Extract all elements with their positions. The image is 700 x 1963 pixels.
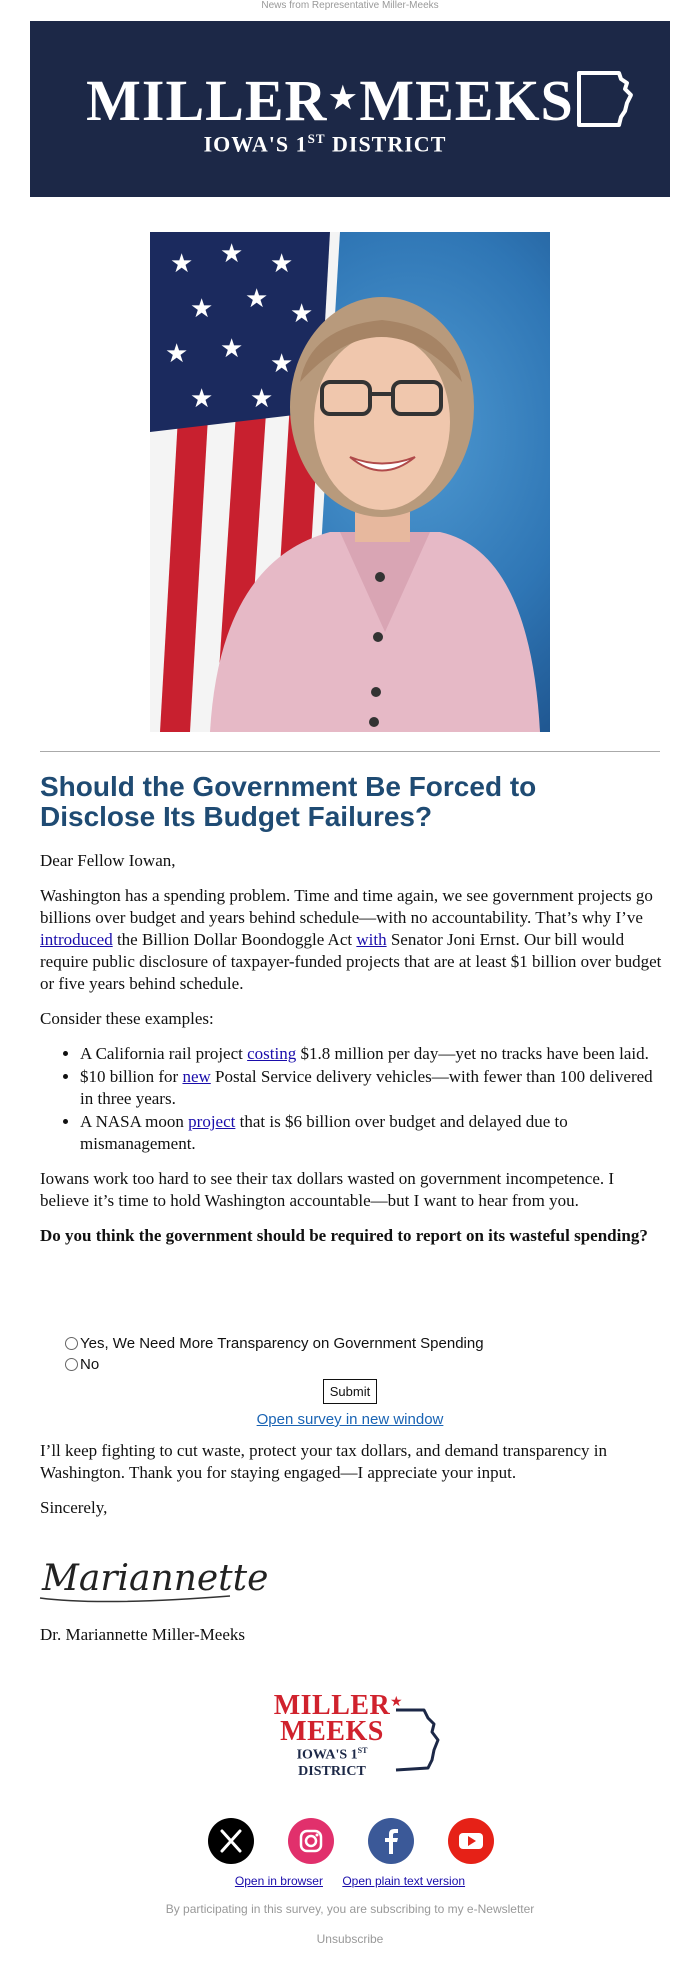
svg-text:★: ★ (165, 339, 189, 368)
radio-no[interactable] (65, 1358, 78, 1371)
preheader: News from Representative Miller-Meeks (261, 0, 439, 11)
with-link[interactable]: with (356, 930, 387, 949)
intro-paragraph: Washington has a spending problem. Time and time again, we see government projects go billions over budget and years behind schedule—with no accountability. That’s why I’ve introduced the Billion Dollar Boondoggle Act with Senator Joni Ernst. Our bill would require public disclosure of taxpayer-funded projects that are at least $1 billion over budget or five years behind schedule. (40, 886, 662, 993)
footer-links (0, 1874, 700, 1888)
svg-text:★: ★ (220, 239, 244, 268)
svg-text:★: ★ (220, 334, 244, 363)
greeting: Dear Fellow Iowan, (40, 851, 176, 870)
article-body (40, 850, 665, 1260)
youtube-icon (448, 1818, 494, 1864)
facebook-icon (368, 1818, 414, 1864)
open-survey-new-window-link[interactable]: Open survey in new window (256, 1411, 444, 1428)
sign-off: Sincerely, (40, 1498, 108, 1517)
star-icon: ★ (329, 81, 358, 115)
svg-text:Mariannette: Mariannette (42, 1558, 269, 1599)
signature-image (40, 1548, 269, 1608)
svg-text:★: ★ (290, 299, 314, 328)
wasted-paragraph: Iowans work too hard to see their tax dollars wasted on government incompetence. I believe it’s time to hold Washington accountable—but I want to hear from you. (40, 1169, 615, 1210)
submit-button[interactable]: Submit (323, 1379, 377, 1404)
survey-question: Do you think the government should be required to report on its wasteful spending? (40, 1226, 648, 1245)
survey-option-yes[interactable]: Yes, We Need More Transparency on Government Spending (65, 1333, 635, 1354)
examples-list (40, 1043, 665, 1155)
facebook-link[interactable] (368, 1818, 414, 1864)
svg-text:★: ★ (190, 294, 214, 323)
representative-portrait (150, 232, 550, 732)
x-icon (208, 1818, 254, 1864)
svg-text:★: ★ (270, 249, 294, 278)
iowa-state-outline-icon (394, 1690, 442, 1778)
article-headline: Should the Government Be Forced to Disclose Its Budget Failures? (40, 771, 537, 832)
new-link[interactable]: new (182, 1067, 211, 1086)
banner-district: IOWA'S 1ST DISTRICT (203, 131, 447, 157)
unsubscribe-link[interactable]: Unsubscribe (316, 1932, 384, 1946)
instagram-link[interactable] (288, 1818, 334, 1864)
radio-yes[interactable] (65, 1337, 78, 1350)
list-item: • $10 billion for new Postal Service delivery vehicles—with fewer than 100 delivered in three years. (80, 1066, 665, 1110)
youtube-link[interactable] (448, 1818, 494, 1864)
instagram-icon (288, 1818, 334, 1864)
open-in-browser-link[interactable]: Open in browser (234, 1874, 323, 1888)
header-banner (30, 21, 670, 197)
svg-text:★: ★ (250, 384, 274, 413)
svg-text:★: ★ (170, 249, 194, 278)
list-item: • A California rail project costing $1.8 million per day—yet no tracks have been laid. (80, 1043, 665, 1065)
divider (40, 751, 660, 752)
examples-intro: Consider these examples: (40, 1009, 214, 1028)
svg-text:★: ★ (190, 384, 214, 413)
costing-link[interactable]: costing (247, 1044, 297, 1063)
introduced-link[interactable]: introduced (40, 930, 113, 949)
footer-logo: MILLER MEEKS ★ IOWA'S 1ST DISTRICT (262, 1688, 442, 1780)
svg-text:★: ★ (245, 284, 269, 313)
open-plain-text-link[interactable]: Open plain text version (342, 1874, 466, 1888)
survey-form (65, 1333, 635, 1404)
closing-paragraph: I’ll keep fighting to cut waste, protect your tax dollars, and demand transparency in Washington. Thank you for staying engaged—I appreciate your input. (40, 1441, 607, 1482)
disclaimer: By participating in this survey, you are subscribing to my e-Newsletter (165, 1902, 535, 1916)
project-link[interactable]: project (188, 1112, 236, 1131)
closing-section (40, 1440, 665, 1532)
x-link[interactable] (208, 1818, 254, 1864)
list-item: • A NASA moon project that is $6 billion over budget and delayed due to mismanagement. (80, 1111, 665, 1155)
signer-name: Dr. Mariannette Miller-Meeks (40, 1625, 246, 1644)
star-icon: ★ (390, 1695, 403, 1710)
iowa-state-outline-icon (575, 69, 635, 131)
banner-name: MILLER★MEEKS (86, 68, 574, 133)
survey-option-no[interactable]: No (65, 1354, 635, 1375)
svg-text:★: ★ (270, 349, 294, 378)
